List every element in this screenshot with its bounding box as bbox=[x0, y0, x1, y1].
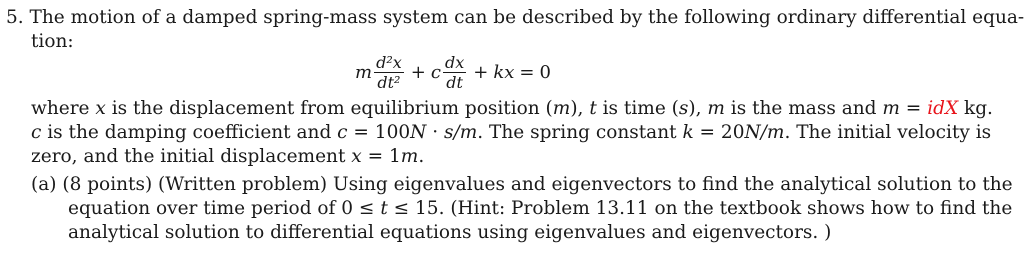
eq-dt: dt bbox=[446, 72, 463, 92]
desc-text: = 1 bbox=[361, 146, 401, 167]
desc-var-c: c bbox=[31, 122, 42, 143]
desc-var-x: x bbox=[95, 98, 106, 119]
sub-problem-text: (8 points) (Written problem) Using eigenvalues and eigenvectors to find the analytical solution to the bbox=[56, 174, 1013, 195]
desc-text: . The spring constant bbox=[477, 122, 683, 143]
eq-first-derivative bbox=[443, 53, 466, 92]
eq-zero: 0 bbox=[539, 61, 551, 83]
sub-problem-text: equation over time period of 0 ≤ bbox=[68, 198, 381, 219]
sub-problem-a bbox=[31, 173, 1013, 245]
desc-text: = bbox=[899, 98, 928, 119]
eq-plus-1: + bbox=[410, 61, 426, 83]
description-line-3 bbox=[31, 145, 871, 169]
desc-unit-s: s bbox=[678, 98, 689, 119]
eq-second-derivative bbox=[374, 53, 404, 92]
description-line-1 bbox=[31, 97, 993, 121]
eq-plus-2: + bbox=[473, 61, 489, 83]
desc-text: zero, and the initial displacement bbox=[31, 146, 352, 167]
mass-value-highlight: idX bbox=[927, 98, 959, 119]
desc-text: · bbox=[426, 122, 444, 143]
desc-unit-Nm: N/m bbox=[744, 122, 785, 143]
eq-damping: c bbox=[430, 61, 441, 83]
sub-problem-a-line-3: analytical solution to differential equations using eigenvalues and eigenvectors. ) bbox=[68, 222, 832, 243]
eq-equals: = bbox=[519, 61, 535, 83]
desc-unit-N: N bbox=[410, 122, 427, 143]
desc-text: = 100 bbox=[347, 122, 411, 143]
desc-text: . bbox=[418, 146, 425, 167]
desc-unit-m: m bbox=[400, 146, 419, 167]
desc-var-x: x bbox=[351, 146, 362, 167]
desc-text: is the damping coefficient and bbox=[41, 122, 338, 143]
desc-unit-sm: s/m bbox=[443, 122, 478, 143]
desc-var-t: t bbox=[589, 98, 597, 119]
sub-problem-label: (a) bbox=[31, 174, 57, 195]
sub-var-t: t bbox=[380, 198, 388, 219]
desc-text: ), bbox=[570, 98, 590, 119]
desc-text: is the mass and bbox=[724, 98, 883, 119]
eq-dt2: dt² bbox=[377, 72, 401, 92]
differential-equation bbox=[355, 49, 551, 95]
eq-mass: m bbox=[355, 61, 373, 83]
eq-dx: dx bbox=[444, 52, 465, 72]
problem-intro-text: The motion of a damped spring-mass system can be described by the following ordinary differential equa- bbox=[29, 7, 1024, 28]
sub-problem-a-line-2 bbox=[31, 197, 1013, 221]
desc-text: . The initial velocity is bbox=[784, 122, 992, 143]
eq-d2x: d²x bbox=[376, 52, 402, 72]
desc-var-m: m bbox=[882, 98, 900, 119]
eq-kx: kx bbox=[493, 61, 515, 83]
sub-problem-text: ≤ 15. (Hint: Problem 13.11 on the textbook shows how to find the bbox=[387, 198, 1013, 219]
desc-var-m: m bbox=[707, 98, 725, 119]
desc-text: ), bbox=[688, 98, 708, 119]
problem-intro-line-2: tion: bbox=[31, 31, 74, 52]
description-line-2 bbox=[31, 121, 992, 145]
desc-text: where bbox=[31, 98, 96, 119]
desc-text: = 20 bbox=[693, 122, 745, 143]
desc-text: is time ( bbox=[596, 98, 679, 119]
desc-text: is the displacement from equilibrium position ( bbox=[105, 98, 553, 119]
desc-text: kg. bbox=[958, 98, 993, 119]
problem-intro-line-1 bbox=[6, 6, 1024, 30]
sub-problem-a-line-1 bbox=[31, 173, 1013, 197]
problem-number: 5. bbox=[6, 7, 24, 28]
desc-var-k: k bbox=[682, 122, 694, 143]
desc-var-c: c bbox=[337, 122, 348, 143]
desc-unit-m: m bbox=[552, 98, 571, 119]
